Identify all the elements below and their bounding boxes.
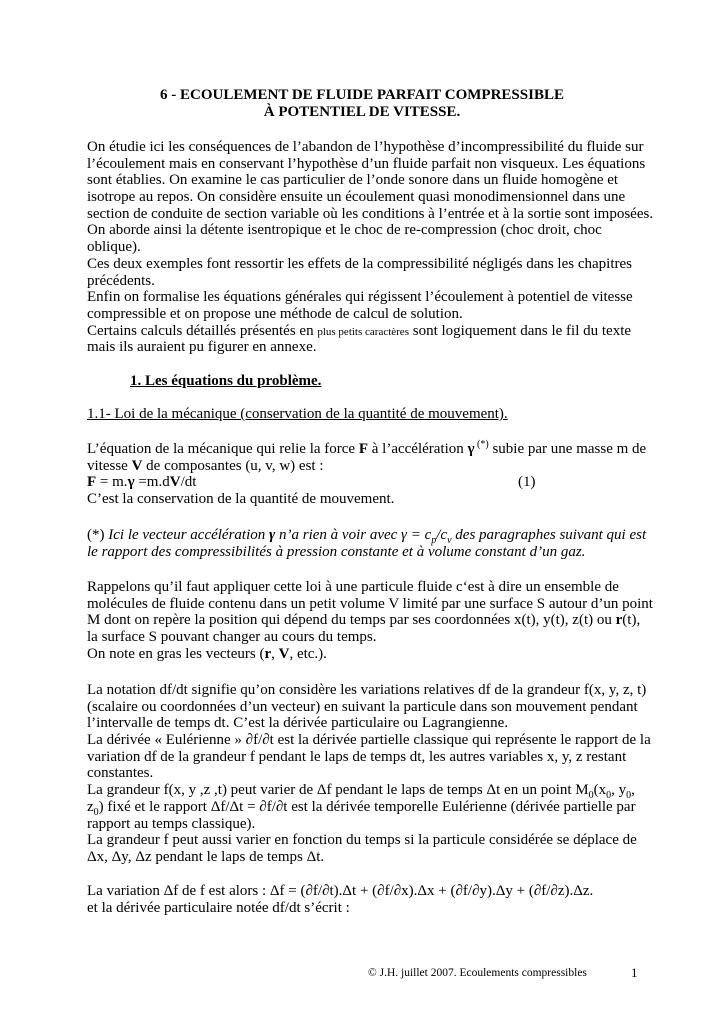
- text-line: [87, 612, 647, 629]
- text: , y: [611, 782, 627, 799]
- text: (t),: [622, 612, 641, 629]
- vector-V: V: [278, 645, 290, 662]
- particle-paragraph: [87, 579, 653, 662]
- text-line: et la dérivée particulaire notée df/dt s’écrit :: [87, 899, 350, 916]
- text-line: Δx, Δy, Δz pendant le laps de temps Δt.: [87, 848, 325, 865]
- notation-paragraph: [87, 682, 651, 866]
- vector-F: F: [87, 474, 97, 491]
- text: de composantes (u, v, w) est :: [142, 457, 324, 474]
- text-line: C’est la conservation de la quantité de mouvement.: [87, 491, 395, 508]
- text: ,: [631, 782, 635, 799]
- title-line-2: À POTENTIEL DE VITESSE.: [263, 104, 461, 120]
- subsection-heading: [87, 406, 647, 423]
- text-line: [87, 458, 647, 475]
- text-line: La variation Δf de f est alors : Δf = (∂f/∂t).Δt + (∂f/∂x).Δx + (∂f/∂y).Δy + (∂f/∂z).Δz.: [87, 883, 594, 899]
- vector-F: F: [358, 441, 368, 457]
- text: ,: [271, 645, 279, 662]
- text: On note en gras les vecteurs (: [87, 645, 265, 662]
- text: = m.: [96, 474, 128, 491]
- page-title: [0, 87, 724, 121]
- text: n’a rien à voir avec γ = c: [275, 527, 432, 543]
- equation-number: (1): [518, 474, 536, 491]
- section-heading: [130, 373, 690, 390]
- text: des paragraphes suivant qui est: [451, 527, 647, 543]
- subscript: 0: [626, 790, 632, 802]
- text-line: l’écoulement mais en conservant l’hypothèse d’un fluide parfait non visqueux. Les équations: [87, 155, 646, 172]
- text-line: l’intervalle de temps dt. C’est la dérivée particulaire ou Lagrangienne.: [87, 715, 509, 732]
- text: sont logiquement dans le fil du texte: [408, 322, 632, 339]
- footnote-paragraph: [87, 527, 647, 560]
- text-line: [87, 544, 647, 561]
- vector-gamma: γ: [269, 527, 276, 543]
- text-line: On aborde ainsi la détente isentropique et le choc de re-compression (choc droit, choc: [87, 222, 602, 239]
- text: M dont on repère la position qui dépend du temps par ses coordonnées x(t), y(t), z(t) ou: [87, 612, 616, 629]
- text-line: [87, 527, 647, 544]
- text: Ici le vecteur accélération: [108, 527, 270, 543]
- vector-r: r: [615, 612, 623, 629]
- text: subie par une masse m de: [488, 441, 647, 457]
- text: Certains calculs détaillés présentés en: [87, 322, 318, 339]
- page-number: 1: [631, 965, 638, 980]
- equation-1: [87, 474, 647, 491]
- vector-gamma: γ: [127, 474, 135, 491]
- subscript: 0: [588, 790, 594, 802]
- text: (*): [87, 527, 109, 543]
- text-line: oblique).: [87, 239, 141, 256]
- subscript: 0: [93, 806, 99, 818]
- text-line: (scalaire ou coordonnées d’un vecteur) en suivant la particule dans son mouvement pendant: [87, 698, 638, 715]
- footnote-marker: (*): [474, 439, 489, 450]
- text-line: Ces deux exemples font ressortir les effets de la compressibilité négligés dans les chapitres: [87, 255, 632, 272]
- text-line: On étudie ici les conséquences de l’abandon de l’hypothèse d’incompressibilité du fluide sur: [87, 139, 644, 155]
- text: L’équation de la mécanique qui relie la force: [87, 441, 359, 457]
- text-line: la surface S pouvant changer au cours du temps.: [87, 629, 377, 646]
- text-line: section de conduite de section variable où les conditions à l’entrée et à la sortie sont imposées.: [87, 205, 654, 222]
- subscript: p: [431, 535, 437, 546]
- subscript: 0: [606, 790, 612, 802]
- text: /dt: [180, 474, 197, 491]
- text-line: rapport au temps classique).: [87, 815, 256, 832]
- intro-paragraph: [87, 139, 654, 356]
- page-footer: © J.H. juillet 2007. Ecoulements compressibles: [368, 967, 587, 979]
- vector-V: V: [169, 474, 181, 491]
- text-line: [87, 782, 647, 802]
- text-line: Rappelons qu’il faut appliquer cette loi à une particule fluide c‘est à dire un ensemble de: [87, 579, 619, 595]
- text: (x: [593, 782, 607, 799]
- title-line-1: 6 - ECOULEMENT DE FLUIDE PARFAIT COMPRESSIBLE: [160, 87, 564, 103]
- subsection-1-1-heading: 1.1- Loi de la mécanique (conservation de la quantité de mouvement).: [87, 406, 508, 422]
- variation-paragraph: [87, 883, 647, 916]
- text-line: [87, 441, 647, 458]
- vector-r: r: [264, 645, 272, 662]
- text-line: molécules de fluide contenu dans un petit volume V limité par une surface S autour d’un point: [87, 595, 653, 612]
- small-text-sample: plus petits caractères: [317, 325, 409, 338]
- text: , etc.).: [289, 645, 327, 662]
- section-1-heading: 1. Les équations du problème.: [130, 373, 322, 389]
- text-line: [87, 323, 647, 340]
- text-line: sont établies. On examine le cas particulier de l’onde sonore dans un fluide homogène et: [87, 172, 619, 189]
- text-line: mais ils auraient pu figurer en annexe.: [87, 339, 317, 356]
- text: /c: [436, 527, 448, 543]
- text-line: [87, 646, 647, 663]
- text-line: compressible et on propose une méthode de calcul de solution.: [87, 305, 463, 322]
- text-line: isotrope au repos. On considère ensuite un écoulement quasi monodimensionnel dans une: [87, 189, 626, 206]
- text: le rapport des compressibilités à pression constante et à volume constant d’un gaz.: [87, 543, 586, 560]
- text-line: variation df de la grandeur f pendant le laps de temps dt, les autres variables x, y, z restant: [87, 748, 627, 765]
- text-line: précédents.: [87, 272, 155, 289]
- vector-gamma: γ: [467, 441, 475, 457]
- text-line: La grandeur f peut aussi varier en fonction du temps si la particule considérée se déplace de: [87, 832, 637, 849]
- text: à l’accélération: [368, 441, 468, 457]
- text-line: [87, 799, 647, 816]
- text-line: La notation df/dt signifie qu’on considère les variations relatives df de la grandeur f(x, y, z, t): [87, 682, 647, 698]
- mechanics-paragraph: [87, 441, 647, 508]
- text: z: [87, 798, 94, 815]
- subscript: v: [447, 535, 452, 546]
- text-line: constantes.: [87, 765, 154, 782]
- text: ) fixé et le rapport Δf/Δt = ∂f/∂t est la dérivée temporelle Eulérienne (dérivée partielle par: [98, 798, 636, 815]
- text: La grandeur f(x, y ,z ,t) peut varier de Δf pendant le laps de temps Δt en un point M: [87, 782, 589, 799]
- vector-V: V: [131, 457, 143, 474]
- text-line: Enfin on formalise les équations générales qui régissent l’écoulement à potentiel de vitesse: [87, 289, 633, 306]
- text: =m.d: [134, 474, 170, 491]
- text: vitesse: [87, 457, 132, 474]
- text-line: La dérivée « Eulérienne » ∂f/∂t est la dérivée partielle classique qui représente le rapport de la: [87, 732, 651, 749]
